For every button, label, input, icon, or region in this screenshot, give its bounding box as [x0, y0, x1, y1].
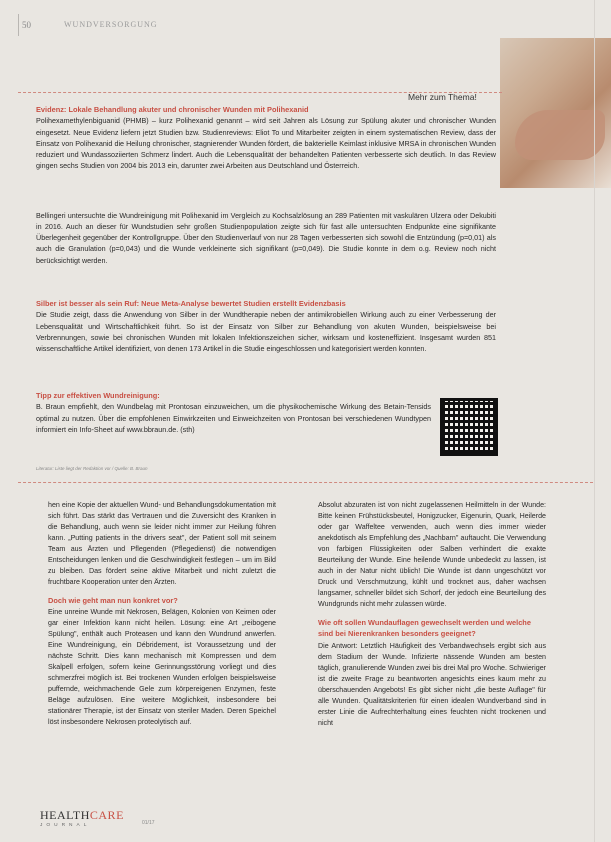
paragraph: Bellingeri untersuchte die Wundreinigung mit Polihexanid im Vergleich zu Kochsalzlösung an 289 Patienten mit vaskulären Ulzera oder Dekubiti in 2016. Auch an dieser für Wundstudien sehr großen Studienpopulation zeigte sich für fast alle untersuchten Endpunkte eine signifikante Überlegenheit gegenüber der Kontrollgruppe. Über den Studienverlauf von nur 28 Tagen verbesserten sich sowohl die Entzündung (p=0,01) als auch die Granulation (p=0,043) und die Wunde verkleinerte sich signifikant (p=0,049). Die Studie konnte in dem o.g. Review noch nicht berücksichtigt werden.	[36, 211, 496, 265]
infobox-section-silver	[36, 298, 496, 360]
page-edge-rule	[594, 0, 595, 842]
subheading: Wie oft sollen Wundauflagen gewechselt werden und welche sind bei Nierenkranken besonders geeignet?	[318, 617, 531, 639]
section-title: WUNDVERSORGUNG	[64, 20, 158, 29]
article-column-right	[318, 500, 546, 736]
paragraph: Eine unreine Wunde mit Nekrosen, Belägen, Kolonien von Keimen oder gar einer Infektion kann nicht heilen. Lösung: eine Art „reibogene Spülung", enthält auch Proteasen und kann den Wundrund anwerfen. Eine Wundreinigung, ein Débridement, ist Voraussetzung und der nächste Schritt. Dies kann mechanisch mit Kompressen und dem Skalpell erfolgen, sofern keine Gerinnungsstörung vorliegt und dies schmerzfrei möglich ist. Bei trockenen Wunden erfolgen beispielsweise puffernde, weichmachende Gele zum körpereigenen Enzymen, feste Beläge aufzulösen. Eine weitere Möglichkeit, insbesondere bei stationärer Therapie, ist der Einsatz von steriler Maden. Deren Speichel löst insbesondere Nekrosen proteolytisch auf.	[48, 608, 276, 727]
infobox-caption: Literatur: Liste liegt der Redaktion vor / Quelle: B. Braun	[36, 466, 148, 471]
paragraph: Absolut abzuraten ist von nicht zugelassenen Heilmitteln in der Wunde: Bitte keinen Frühstücksbeutel, Honigzucker, Eigenurin, Quark, Heilerde oder gar Waffeltee verwenden, auch wenn dies immer wieder anekdotisch als Empfehlung des „Nachbarn" auftaucht. Die Verwendung von farbigen Flüssigkeiten oder Salben verhindert die exakte Beurteilung der Wunde. Eine heilende Wunde unbedeckt zu lassen, ist auch in der Natur nicht üblich! Die Wunde ist dann ungeschützt vor Druck und Verschmutzung, kühlt und trocknet aus, daher wachsen langsamer, schneller bildet sich Schorf, der jedoch eine Beurteilung des Wundgrunds nicht mehr zulassen würde.	[318, 501, 546, 608]
qr-code[interactable]	[440, 398, 498, 456]
infobox-section-polihexanid	[36, 104, 496, 177]
section-heading: Tipp zur effektiven Wundreinigung:	[36, 391, 160, 400]
logo-care: CARE	[89, 808, 124, 822]
logo-health: HEALTH	[40, 808, 90, 822]
article-column-left	[48, 500, 276, 735]
issue-number: 01/17	[142, 820, 155, 826]
hand-photo-detail	[515, 110, 605, 160]
paragraph: hen eine Kopie der aktuellen Wund- und Behandlungsdokumentation mit sich führt. Das stärkt das Vertrauen und die Zuversicht des Kranken in die Behandlung, auch wenn sie leider nicht immer zur Heilung führen kann. „Putting patients in the drivers seat", der Patient soll mit seinem Team aus Ärzten und Pflegenden (Pflegedienst) die notwendigen Entscheidungen lenken und die Geschwindigkeit festlegen – um im Bild zu bleiben. Das fördert seine aktive Mitarbeit und nicht zuletzt die fruchtbare Kooperation unter den Ärzten.	[48, 501, 276, 586]
infobox	[36, 98, 508, 470]
infobox-section-tip	[36, 390, 431, 441]
infobox-bottom-border	[18, 482, 593, 483]
logo-subtitle: JOURNAL	[40, 823, 91, 828]
paragraph: B. Braun empfiehlt, den Wundbelag mit Prontosan einzuweichen, um die physikochemische Wirkung des Betain-Tensids optimal zu nutzen. Über die empfohlenen Einwirkzeiten und Einweichzeiten von Prontosan bei verschiedenen Wundtypen informiert ein Info-Sheet auf www.bbraun.de. (sth)	[36, 402, 431, 434]
header-divider	[18, 14, 19, 36]
section-heading: Silber ist besser als sein Ruf: Neue Meta-Analyse bewertet Studien erstellt Evidenzbasis	[36, 299, 346, 308]
more-on-topic-label: Mehr zum Thema!	[408, 92, 477, 102]
infobox-section-bellingeri	[36, 210, 496, 272]
paragraph: Polihexamethylenbiguanid (PHMB) – kurz Polihexanid genannt – wird seit Jahren als Lösung zur Spülung akuter und chronischer Wunden eingesetzt. Neue Evidenz liefern jetzt Studien bzw. Studienreviews: Eliot To und Mitarbeiter zeigten in einem systematischen Review, dass der Einsatz von Polihexanid die Heilung chronischer, stagnierender Wunden fördert, die bakterielle Keimlast inklusive MRSA in chronischen Wunden reduziert und Wundassoziierten Schmerz lindert. Auch die Lebensqualität der behandelten Patienten verbesserte sich deutlich. In das Review gingen sechs Studien von 2004 bis 2013 ein, darunter zwei Arbeiten aus Deutschland und Österreich.	[36, 116, 496, 171]
paragraph: Die Studie zeigt, dass die Anwendung von Silber in der Wundtherapie neben der antimikrobiellen Wirkung auch zu einer Verbesserung der Lebensqualität und Wirtschaftlichkeit führt. So ist der Einsatz von Silber zur Behandlung von akuten Wunden, beispielsweise bei Verbrennungen, sowie bei chronischen Wunden mit lokalen Infektionszeichen sicher, wirksam und kosteneffizient. Insgesamt wurden 851 wissenschaftliche Artikel identifiziert, von denen 173 Artikel in die Studie eingeschlossen und kategorisiert werden konnten.	[36, 310, 496, 353]
section-heading: Evidenz: Lokale Behandlung akuter und chronischer Wunden mit Polihexanid	[36, 105, 309, 114]
journal-logo	[40, 808, 124, 823]
paragraph: Die Antwort: Letztlich Häufigkeit des Verbandwechsels ergibt sich aus dem Stadium der Wunde. Infizierte nässende Wunden am besten täglich, granulierende Wunden zwei bis drei Mal pro Woche. Schwieriger ist die zweite Frage zu beantworten angesichts eines kaum mehr zu überschauenden Angebots! Es gibt sicher nicht „die beste Auflage" für alle Wunden. Qualitätskriterien für einen idealen Wundverband sind in erster Linie die Aufrechterhaltung eines feuchten nicht trockenen und nicht	[318, 641, 546, 727]
page-number: 50	[22, 20, 31, 30]
subheading: Doch wie geht man nun konkret vor?	[48, 595, 178, 605]
